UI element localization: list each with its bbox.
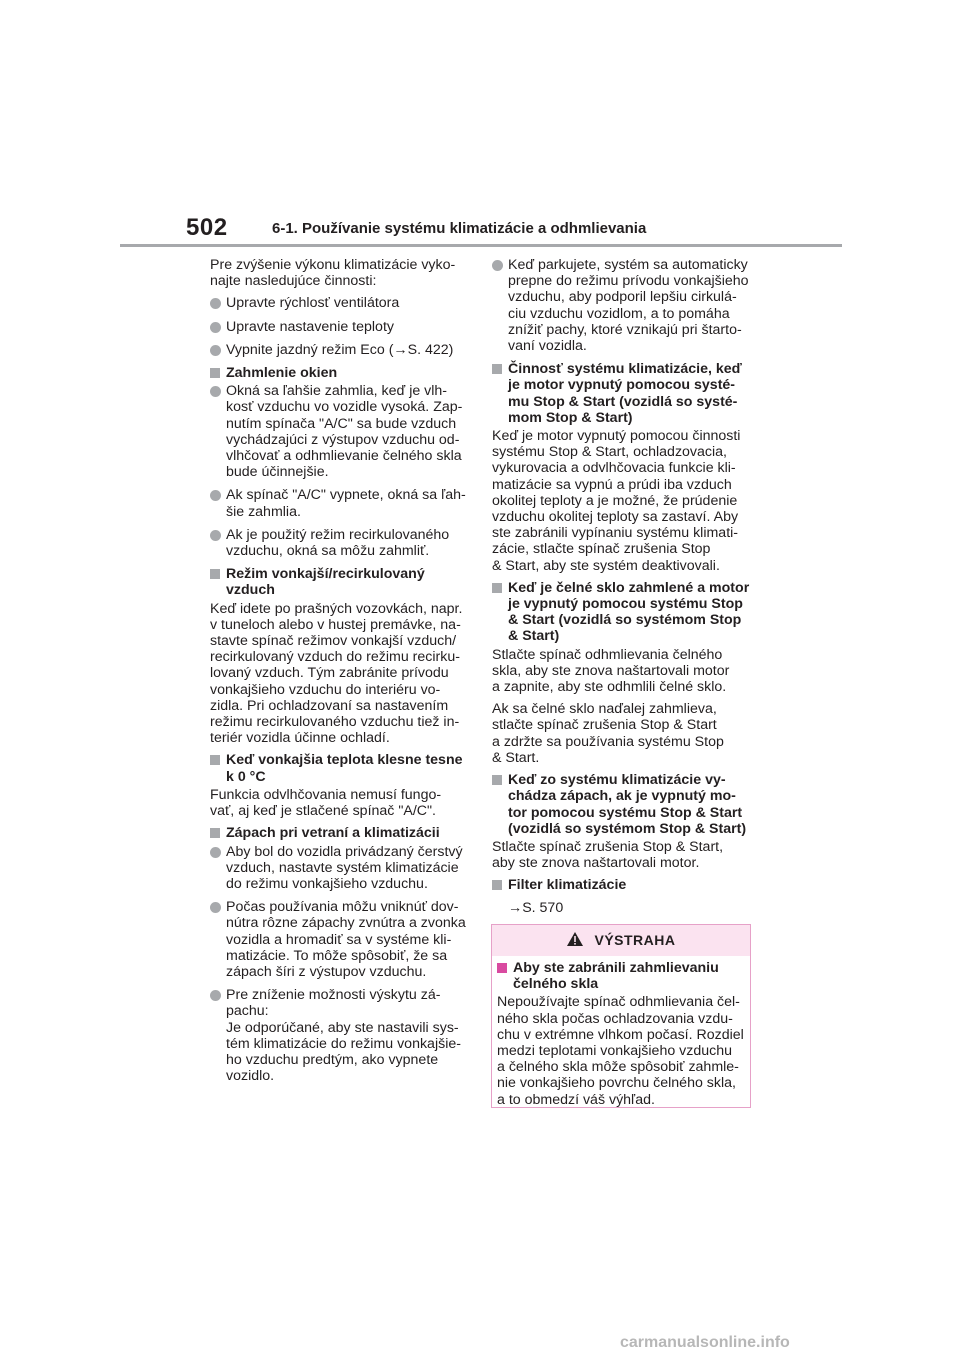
- bullet-dot-icon: [210, 386, 221, 397]
- paragraph-stop-start: Keď je motor vypnutý pomocou činnosti systému Stop & Start, ochladzovacia, vykurovacia a odvlhčovacia funkcie kli- matizácie sa vypnú a prúdi iba vzduch okolitej teploty a je možné, že prúdenie vzduchu okolitej teploty sa zastaví. Aby ste zabránili vypínaniu systému klimati- zácie, stlačte spínač zrušenia Stop & Start, aby ste systém deaktivovali.: [492, 428, 741, 574]
- subheading-stop-start: [492, 361, 750, 426]
- paragraph-smell: Stlačte spínač zrušenia Stop & Start, aby ste znova naštartovali motor.: [492, 838, 724, 872]
- subheading-windshield: [492, 580, 750, 645]
- warning-header: [492, 925, 750, 956]
- bullet-item: [210, 487, 468, 519]
- heading-square-icon: [492, 775, 502, 785]
- heading-square-icon: [210, 368, 220, 378]
- warning-text: Nepoužívajte spínač odhmlievania čel- ného skla počas ochladzovania vzdu- chu v extrémne vlhkom počasí. Rozdiel medzi teplotami vonkajšieho vzduchu a čelného skla môže spôsobiť zahmle- nie vonkajšieho povrchu čelného skla, a to obmedzí váš výhľad.: [497, 994, 744, 1108]
- subheading-smell: [492, 772, 750, 837]
- bullet-text: Vypnite jazdný režim Eco (→S. 422): [226, 341, 454, 358]
- warning-content: [492, 956, 750, 1108]
- bullet-text: Pre zníženie možnosti výskytu zá- pachu: Je odporúčané, aby ste nastavili sys- tém klimatizácie do režimu vonkajšie- ho vzduchu predtým, ako vypnete vozidlo.: [226, 987, 461, 1085]
- subheading-fogging: [210, 365, 468, 381]
- bullet-text: Ak spínač "A/C" vypnete, okná sa ľah- šie zahmlia.: [226, 487, 466, 520]
- bullet-item: [210, 899, 468, 980]
- heading-text: Keď zo systému klimatizácie vy- chádza zápach, ak je vypnutý mo- tor pomocou systému Stop & Start (vozidlá so systémom Stop & Start): [508, 772, 747, 837]
- subheading-filter: [492, 877, 750, 893]
- bullet-dot-icon: [210, 298, 221, 309]
- bullet-dot-icon: [210, 322, 221, 333]
- bullet-text: Upravte rýchlosť ventilátora: [226, 295, 400, 312]
- heading-square-icon: [497, 963, 507, 973]
- heading-text: Zápach pri vetraní a klimatizácii: [226, 825, 440, 842]
- paragraph-windshield-1: Stlačte spínač odhmlievania čelného skla, aby ste znova naštartovali motor a zapnite, aby ste odhmlili čelné sklo.: [492, 646, 730, 696]
- heading-square-icon: [210, 828, 220, 838]
- warning-box: [491, 924, 751, 1108]
- bullet-dot-icon: [210, 530, 221, 541]
- heading-text: Zahmlenie okien: [226, 365, 338, 382]
- heading-text: Keď vonkajšia teplota klesne tesne k 0 °C: [226, 752, 463, 785]
- bullet-dot-icon: [210, 847, 221, 858]
- bullet-text: Aby bol do vozidla privádzaný čerstvý vzduch, nastavte systém klimatizácie do režimu vonkajšieho vzduchu.: [226, 843, 463, 892]
- heading-text: Činnosť systému klimatizácie, keď je motor vypnutý pomocou systé- mu Stop & Start (vozidlá so systé- mom Stop & Start): [508, 361, 742, 426]
- heading-square-icon: [492, 364, 502, 374]
- subheading-low-temp: [210, 752, 468, 784]
- page-header: [0, 0, 960, 250]
- intro-text: Pre zvýšenie výkonu klimatizácie vyko- najte nasledujúce činnosti:: [210, 257, 456, 290]
- bullet-dot-icon: [210, 990, 221, 1001]
- heading-text: Režim vonkajší/recirkulovaný vzduch: [226, 566, 425, 599]
- bullet-item: [210, 844, 468, 893]
- bullet-text: Keď parkujete, systém sa automaticky prepne do režimu prívodu vonkajšieho vzduchu, aby podporil lepšiu cirkulá- ciu vzduchu vozidlom, a to pomáha znížiť pachy, ktoré vznikajú pri štarto- vaní vozidla.: [508, 257, 749, 355]
- bullet-item: [210, 383, 468, 480]
- paragraph-air-mode: Keď idete po prašných vozovkách, napr. v tuneloch alebo v hustej premávke, na- stavte spínač režimov vonkajší vzduch/ recirkulovaný vzduch do režimu recirku- lovaný vzduch. Tým zabránite prívodu vonkajšieho vzduchu do interiéru vo- zidla. Pri ochladzovaní sa nastavením režimu recirkulovaného vzduchu tiež in- teriér vozidla účinne ochladí.: [210, 600, 463, 747]
- paragraph-windshield-2: Ak sa čelné sklo naďalej zahmlieva, stlačte spínač zrušenia Stop & Start a zdržte sa používania systému Stop & Start.: [492, 701, 724, 766]
- heading-square-icon: [492, 880, 502, 890]
- heading-text: Aby ste zabránili zahmlievaniu čelného skla: [513, 960, 719, 993]
- bullet-item: [210, 295, 468, 311]
- warning-title: VÝSTRAHA: [594, 932, 676, 949]
- paragraph-low-temp: Funkcia odvlhčovania nemusí fungo- vať, aj keď je stlačené spínač "A/C".: [210, 786, 442, 820]
- bullet-text: Okná sa ľahšie zahmlia, keď je vlh- kosť vzduchu vo vozidle vysoká. Zap- nutím spínača "A/C" sa bude vzduch vychádzajúci z výstupov vzduchu od- vlhčovať a odhmlievanie čelného skla bude účinnejšie.: [226, 383, 463, 481]
- bullet-dot-icon: [210, 902, 221, 913]
- left-column: [210, 257, 468, 1091]
- heading-square-icon: [492, 583, 502, 593]
- heading-text: Filter klimatizácie: [508, 877, 627, 894]
- bullet-dot-icon: [210, 345, 221, 356]
- bullet-item: [210, 527, 468, 559]
- bullet-text: Ak je použitý režim recirkulovaného vzduchu, okná sa môžu zahmliť.: [226, 526, 450, 560]
- bullet-dot-icon: [492, 260, 503, 271]
- bullet-item: [492, 257, 750, 354]
- heading-square-icon: [210, 569, 220, 579]
- warning-triangle-icon: [566, 931, 584, 950]
- bullet-item: [210, 342, 468, 358]
- bullet-text: Upravte nastavenie teploty: [226, 318, 394, 335]
- bullet-item: [210, 987, 468, 1084]
- bullet-dot-icon: [210, 490, 221, 501]
- bullet-text: Počas používania môžu vniknúť dov- nútra rôzne zápachy zvnútra a zvonka vozidla a hromadiť sa v systéme kli- matizácie. To môže spôsobiť, že sa zápach šíri z výstupov vzduchu.: [226, 899, 466, 980]
- heading-square-icon: [210, 755, 220, 765]
- subheading-air-mode: [210, 566, 468, 598]
- bullet-item: [210, 319, 468, 335]
- watermark-logo: carmanualsonline.info: [620, 1334, 790, 1351]
- right-column: [492, 257, 750, 922]
- heading-text: Keď je čelné sklo zahmlené a motor je vypnutý pomocou systému Stop & Start (vozidlá so systémom Stop & Start): [508, 579, 750, 645]
- warning-heading: [497, 960, 745, 992]
- section-title: 6-1. Používanie systému klimatizácie a odhmlievania: [272, 220, 647, 237]
- subheading-odor: [210, 825, 468, 841]
- page-number: 502: [186, 214, 228, 241]
- header-divider: [120, 244, 842, 247]
- filter-page-ref: →S. 570: [508, 899, 564, 916]
